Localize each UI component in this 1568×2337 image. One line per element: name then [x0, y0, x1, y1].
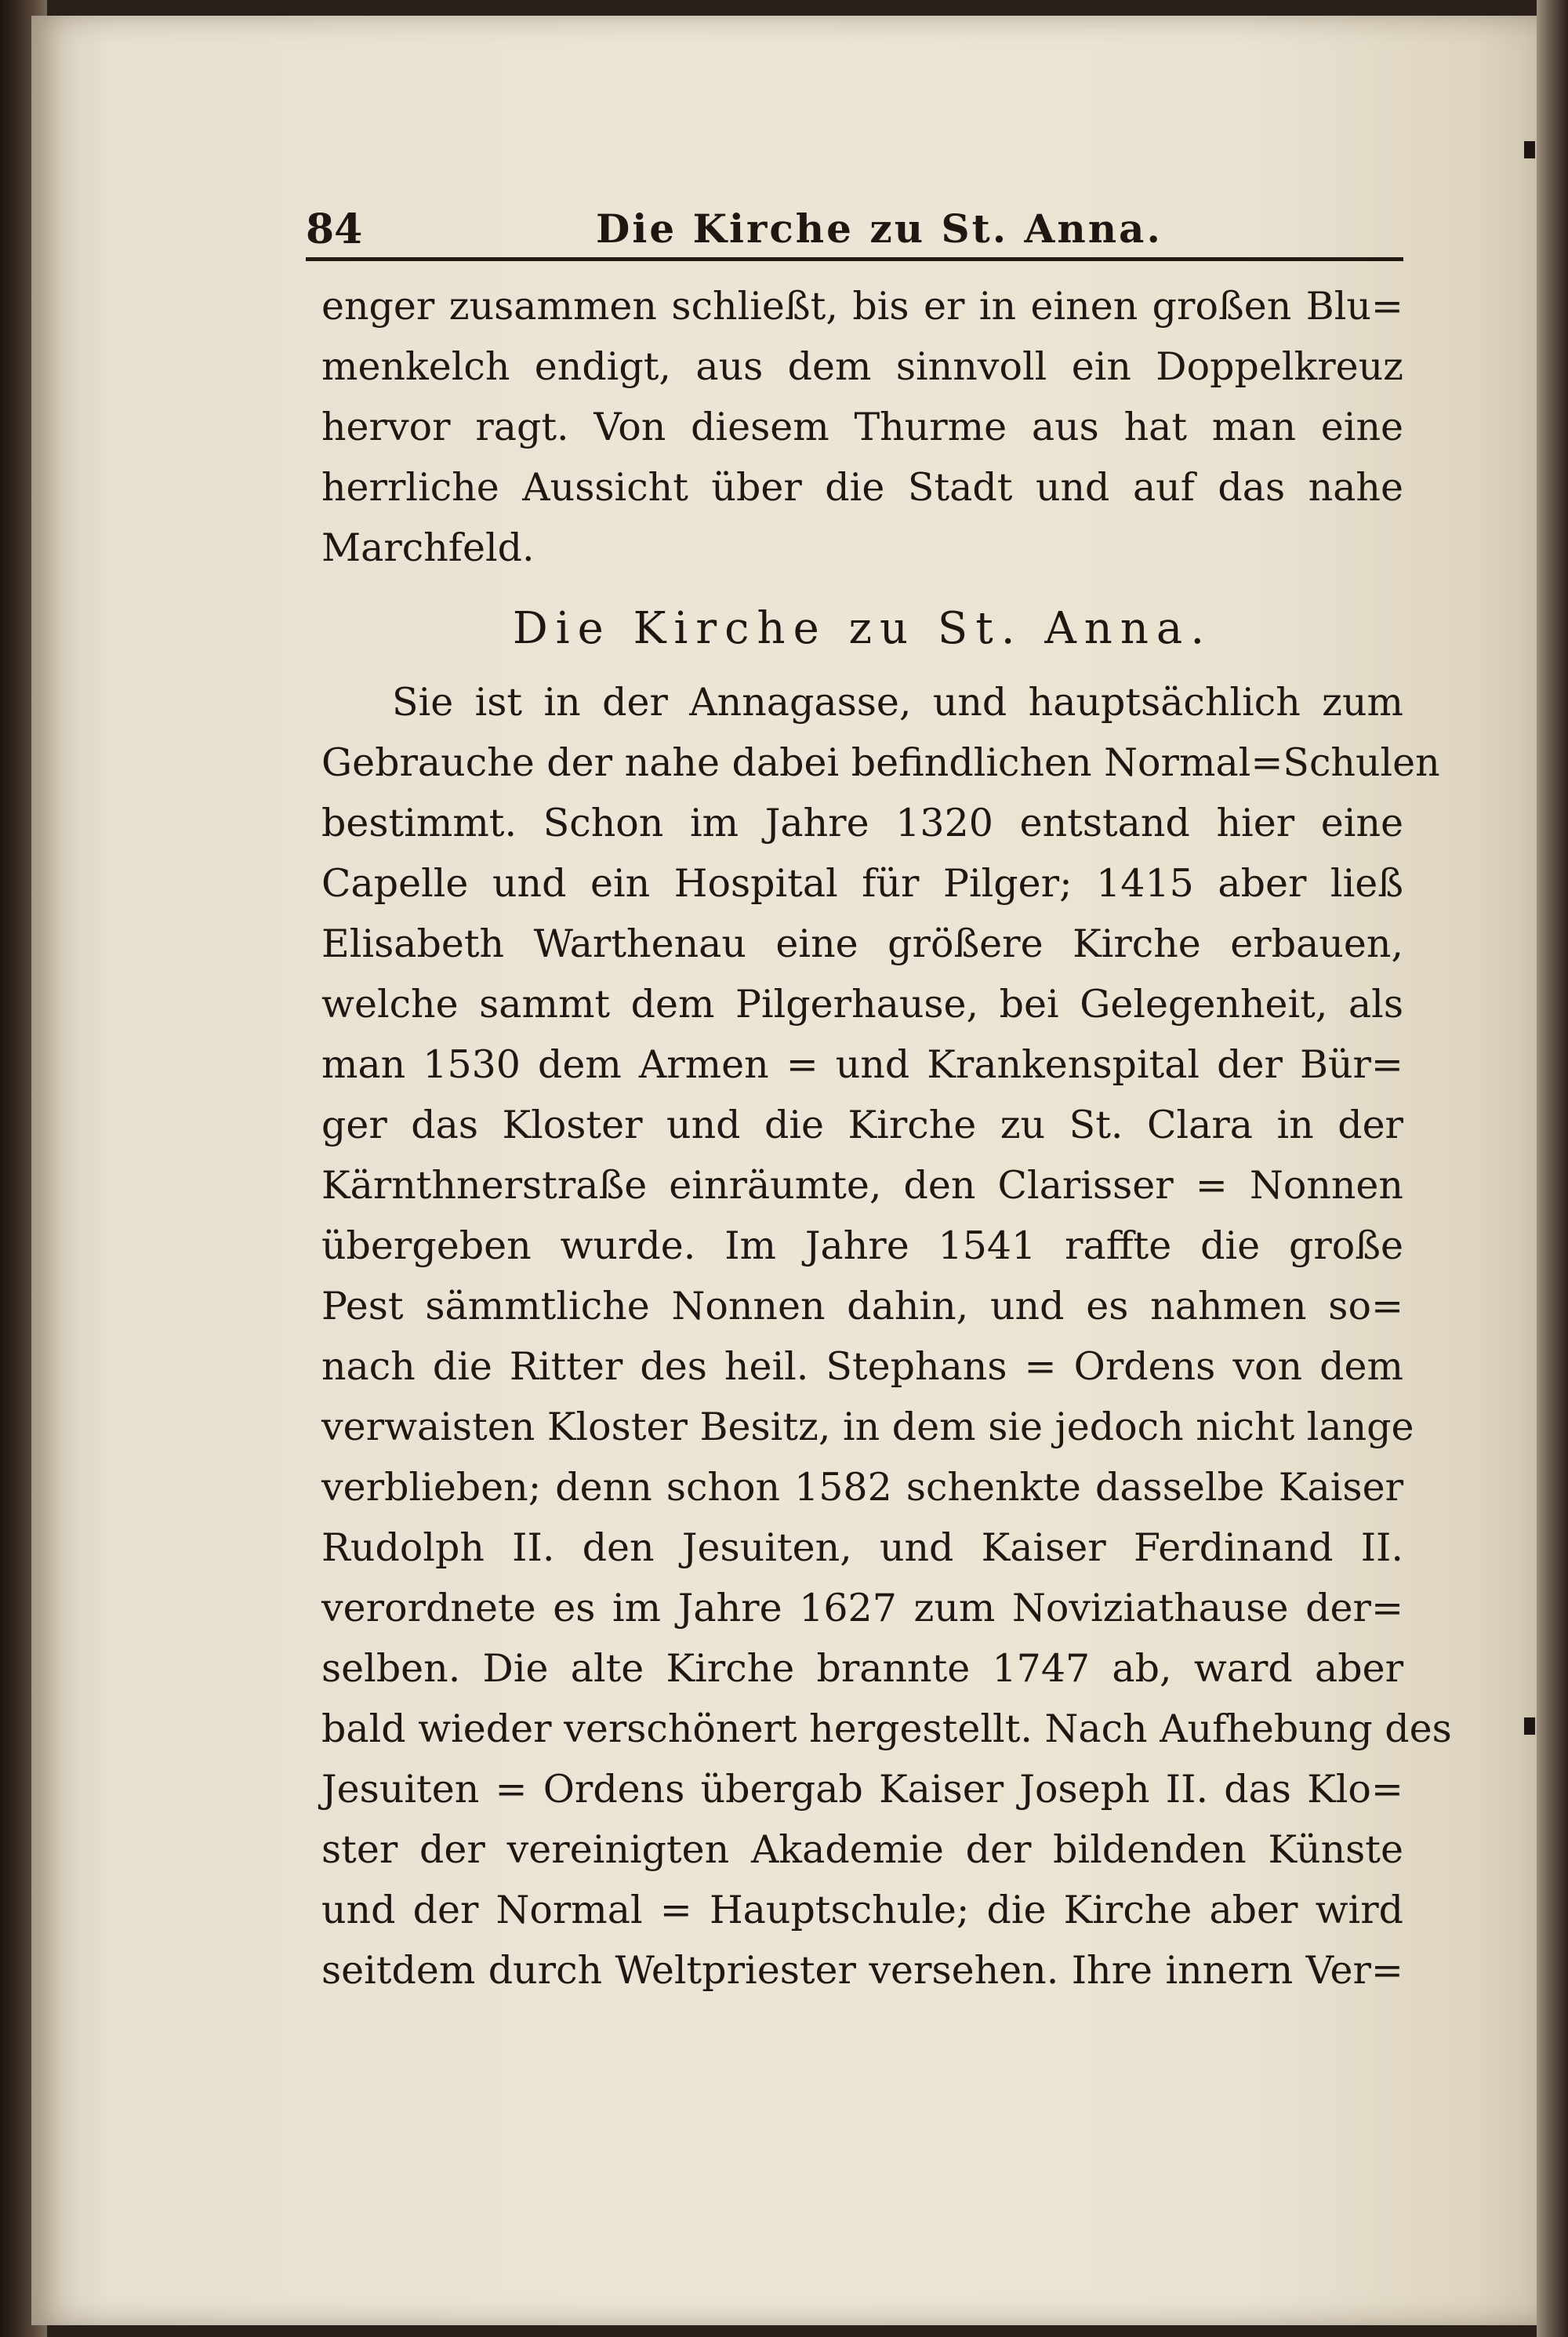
text-line: Pest sämmtliche Nonnen dahin, und es nahmen so=: [321, 1284, 1403, 1328]
text-line: hervor ragt. Von diesem Thurme aus hat man eine: [321, 405, 1403, 449]
text-line: Elisabeth Warthenau eine größere Kirche erbauen,: [321, 921, 1403, 966]
text-line: Kärnthnerstraße einräumte, den Clarisser = Nonnen: [321, 1163, 1403, 1208]
text-line: herrliche Aussicht über die Stadt und auf das nahe: [321, 465, 1403, 510]
text-line: ger das Kloster und die Kirche zu St. Clara in der: [321, 1103, 1403, 1147]
text-line: enger zusammen schließt, bis er in einen großen Blu=: [321, 284, 1403, 329]
text-line: Gebrauche der nahe dabei befindlichen Normal=Schulen: [321, 740, 1440, 785]
page-edge: [1537, 0, 1568, 2337]
text-line: übergeben wurde. Im Jahre 1541 raffte die große: [321, 1223, 1403, 1268]
text-line: welche sammt dem Pilgerhause, bei Gelegenheit, als: [321, 982, 1403, 1027]
text-line: Marchfeld.: [321, 525, 535, 570]
page-header: [306, 199, 1403, 262]
text-line: seitdem durch Weltpriester versehen. Ihre innern Ver=: [321, 1948, 1403, 1993]
page-edge-mark: [1524, 1717, 1535, 1735]
paragraph: [321, 276, 1403, 578]
text-line: und der Normal = Hauptschule; die Kirche aber wird: [321, 1888, 1403, 1932]
text-line: selben. Die alte Kirche brannte 1747 ab, ward aber: [321, 1646, 1403, 1691]
page-number: 84: [306, 205, 363, 253]
text-line: bald wieder verschönert hergestellt. Nach Aufhebung des: [321, 1706, 1452, 1751]
text-line: Jesuiten = Ordens übergab Kaiser Joseph II. das Klo=: [321, 1767, 1403, 1812]
text-line: bestimmt. Schon im Jahre 1320 entstand hier eine: [321, 801, 1403, 845]
header-rule: [306, 257, 1403, 261]
text-line: verordnete es im Jahre 1627 zum Noviziathause der=: [321, 1586, 1403, 1630]
page-body: [321, 276, 1452, 2001]
text-line: Rudolph II. den Jesuiten, und Kaiser Ferdinand II.: [321, 1525, 1403, 1570]
text-line: verwaisten Kloster Besitz, in dem sie jedoch nicht lange: [321, 1405, 1414, 1449]
text-line: menkelch endigt, aus dem sinnvoll ein Doppelkreuz: [321, 344, 1403, 389]
page-edge-mark: [1524, 141, 1535, 158]
running-head: Die Kirche zu St. Anna.: [596, 205, 1163, 252]
text-line: ster der vereinigten Akademie der bildenden Künste: [321, 1827, 1403, 1872]
text-line: nach die Ritter des heil. Stephans = Ordens von dem: [321, 1344, 1403, 1389]
text-line: verblieben; denn schon 1582 schenkte dasselbe Kaiser: [321, 1465, 1403, 1510]
text-line: Sie ist in der Annagasse, und hauptsächlich zum: [392, 680, 1403, 725]
section-heading: Die Kirche zu St. Anna.: [512, 603, 1213, 654]
text-line: man 1530 dem Armen = und Krankenspital der Bür=: [321, 1042, 1403, 1087]
text-line: Capelle und ein Hospital für Pilger; 1415 aber ließ: [321, 861, 1403, 906]
paragraph: [321, 672, 1452, 2001]
